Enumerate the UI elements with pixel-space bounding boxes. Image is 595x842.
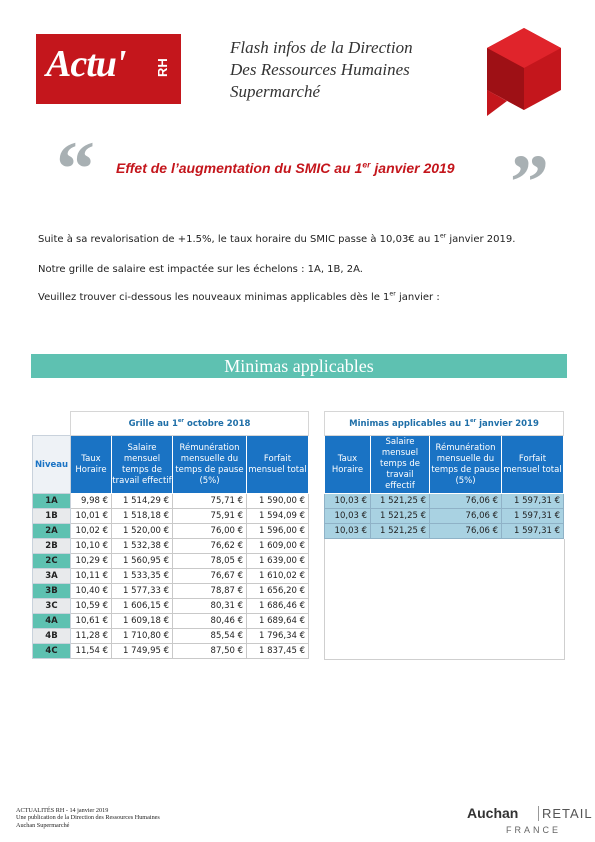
value-cell: 1 560,95 €	[112, 554, 173, 569]
value-cell: 1 594,09 €	[247, 509, 309, 524]
right-header-taux: Taux Horaire	[325, 436, 371, 494]
table-row	[325, 524, 564, 539]
new-value-cell: 1 521,25 €	[371, 509, 430, 524]
value-cell: 10,01 €	[71, 509, 112, 524]
level-cell: 2B	[33, 539, 71, 554]
value-cell: 1 609,18 €	[112, 614, 173, 629]
value-cell: 10,11 €	[71, 569, 112, 584]
flash-line-3: Supermarché	[230, 82, 321, 101]
right-header-salaire: Salaire mensuel temps de travail effectif	[371, 436, 430, 494]
value-cell: 1 596,00 €	[247, 524, 309, 539]
p3-sup: er	[389, 290, 396, 298]
value-cell: 1 796,34 €	[247, 629, 309, 644]
new-value-cell: 1 521,25 €	[371, 524, 430, 539]
table-row	[33, 509, 309, 524]
level-cell: 4B	[33, 629, 71, 644]
value-cell: 1 520,00 €	[112, 524, 173, 539]
headline-sup: er	[362, 159, 371, 170]
value-cell: 76,00 €	[173, 524, 247, 539]
table-row	[33, 539, 309, 554]
new-value-cell: 10,03 €	[325, 509, 371, 524]
footer-text	[16, 807, 160, 829]
value-cell: 1 609,00 €	[247, 539, 309, 554]
table-row	[33, 614, 309, 629]
table-row	[33, 554, 309, 569]
open-quote-icon: “	[56, 125, 95, 212]
table-row	[325, 509, 564, 524]
value-cell: 75,71 €	[173, 494, 247, 509]
table-row	[325, 494, 564, 509]
header-taux: Taux Horaire	[71, 436, 112, 494]
header-remuneration: Rémunération mensuelle du temps de pause (5%)	[173, 436, 247, 494]
new-value-cell: 76,06 €	[430, 524, 502, 539]
new-value-cell: 76,06 €	[430, 494, 502, 509]
logo-script-text: Actu'	[46, 43, 126, 85]
value-cell: 1 518,18 €	[112, 509, 173, 524]
value-cell: 78,05 €	[173, 554, 247, 569]
value-cell: 1 837,45 €	[247, 644, 309, 659]
actu-rh-logo	[36, 34, 181, 104]
right-table-body	[325, 494, 564, 539]
value-cell: 85,54 €	[173, 629, 247, 644]
value-cell: 1 514,29 €	[112, 494, 173, 509]
value-cell: 1 610,02 €	[247, 569, 309, 584]
headline-pre: Effet de l’augmentation du SMIC au 1	[116, 160, 363, 176]
value-cell: 80,46 €	[173, 614, 247, 629]
flash-line-1: Flash infos de la Direction	[230, 38, 413, 57]
new-value-cell: 76,06 €	[430, 509, 502, 524]
value-cell: 1 689,64 €	[247, 614, 309, 629]
level-cell: 2C	[33, 554, 71, 569]
paragraph-minimas	[38, 292, 440, 303]
value-cell: 1 532,38 €	[112, 539, 173, 554]
close-quote-icon: ”	[510, 138, 549, 225]
table-row	[33, 494, 309, 509]
headline	[116, 160, 516, 176]
value-cell: 10,59 €	[71, 599, 112, 614]
right-header-forfait: Forfait mensuel total	[502, 436, 564, 494]
value-cell: 11,28 €	[71, 629, 112, 644]
new-value-cell: 10,03 €	[325, 494, 371, 509]
value-cell: 75,91 €	[173, 509, 247, 524]
p1-post: janvier 2019.	[446, 234, 516, 245]
headline-post: janvier 2019	[370, 160, 455, 176]
header-forfait: Forfait mensuel total	[247, 436, 309, 494]
right-header-remuneration: Rémunération mensuelle du temps de pause (5%)	[430, 436, 502, 494]
flash-line-2: Des Ressources Humaines	[230, 60, 410, 79]
level-cell: 3C	[33, 599, 71, 614]
new-value-cell: 1 597,31 €	[502, 494, 564, 509]
value-cell: 1 577,33 €	[112, 584, 173, 599]
p3-pre: Veuillez trouver ci-dessous les nouveaux minimas applicables dès le 1	[38, 292, 390, 303]
value-cell: 10,61 €	[71, 614, 112, 629]
level-cell: 2A	[33, 524, 71, 539]
table-row	[33, 644, 309, 659]
value-cell: 76,67 €	[173, 569, 247, 584]
france-logo-text: FRANCE	[506, 825, 562, 835]
right-table	[324, 411, 564, 539]
new-value-cell: 1 597,31 €	[502, 509, 564, 524]
value-cell: 87,50 €	[173, 644, 247, 659]
value-cell: 1 606,15 €	[112, 599, 173, 614]
new-value-cell: 1 597,31 €	[502, 524, 564, 539]
level-cell: 3B	[33, 584, 71, 599]
level-cell: 4C	[33, 644, 71, 659]
level-cell: 3A	[33, 569, 71, 584]
value-cell: 9,98 €	[71, 494, 112, 509]
level-cell: 1A	[33, 494, 71, 509]
new-value-cell: 10,03 €	[325, 524, 371, 539]
value-cell: 78,87 €	[173, 584, 247, 599]
left-table-body	[33, 494, 309, 659]
value-cell: 11,54 €	[71, 644, 112, 659]
grid-october-2018-table	[32, 411, 309, 659]
level-header: Niveau	[33, 436, 71, 494]
logo-rh-badge: RH	[155, 58, 170, 78]
table-row	[33, 584, 309, 599]
table-row	[33, 599, 309, 614]
auchan-logo: Auchan	[467, 805, 519, 821]
table-row	[33, 629, 309, 644]
value-cell: 10,40 €	[71, 584, 112, 599]
value-cell: 76,62 €	[173, 539, 247, 554]
value-cell: 1 639,00 €	[247, 554, 309, 569]
table-row	[33, 524, 309, 539]
level-cell: 1B	[33, 509, 71, 524]
retail-logo-text: RETAIL	[538, 806, 593, 821]
value-cell: 1 656,20 €	[247, 584, 309, 599]
value-cell: 1 533,35 €	[112, 569, 173, 584]
p1-sup: er	[439, 232, 447, 240]
right-table-caption: Minimas applicables au 1er janvier 2019	[325, 412, 564, 436]
left-table	[32, 411, 309, 659]
value-cell: 10,29 €	[71, 554, 112, 569]
value-cell: 80,31 €	[173, 599, 247, 614]
value-cell: 10,10 €	[71, 539, 112, 554]
value-cell: 10,02 €	[71, 524, 112, 539]
footer-line-2: Une publication de la Direction des Ressources Humaines	[16, 814, 160, 822]
table-row	[33, 569, 309, 584]
level-cell: 4A	[33, 614, 71, 629]
p1-pre: Suite à sa revalorisation de +1.5%, le taux horaire du SMIC passe à 10,03€ au 1	[38, 234, 440, 245]
red-cube-icon	[487, 28, 561, 116]
value-cell: 1 686,46 €	[247, 599, 309, 614]
right-table-empty-area	[324, 539, 565, 660]
value-cell: 1 710,80 €	[112, 629, 173, 644]
paragraph-smic	[38, 234, 515, 245]
left-table-caption: Grille au 1er octobre 2018	[71, 412, 309, 436]
p3-post: janvier :	[395, 292, 440, 303]
section-banner: Minimas applicables	[31, 354, 567, 378]
value-cell: 1 749,95 €	[112, 644, 173, 659]
header-salaire: Salaire mensuel temps de travail effectif	[112, 436, 173, 494]
footer-line-3: Auchan Supermarché	[16, 821, 70, 829]
value-cell: 1 590,00 €	[247, 494, 309, 509]
footer-line-1: ACTUALITÉS RH - 14 janvier 2019	[16, 807, 109, 814]
minimas-january-2019-table	[324, 411, 565, 660]
new-value-cell: 1 521,25 €	[371, 494, 430, 509]
paragraph-echelons: Notre grille de salaire est impactée sur les échelons : 1A, 1B, 2A.	[38, 264, 363, 275]
